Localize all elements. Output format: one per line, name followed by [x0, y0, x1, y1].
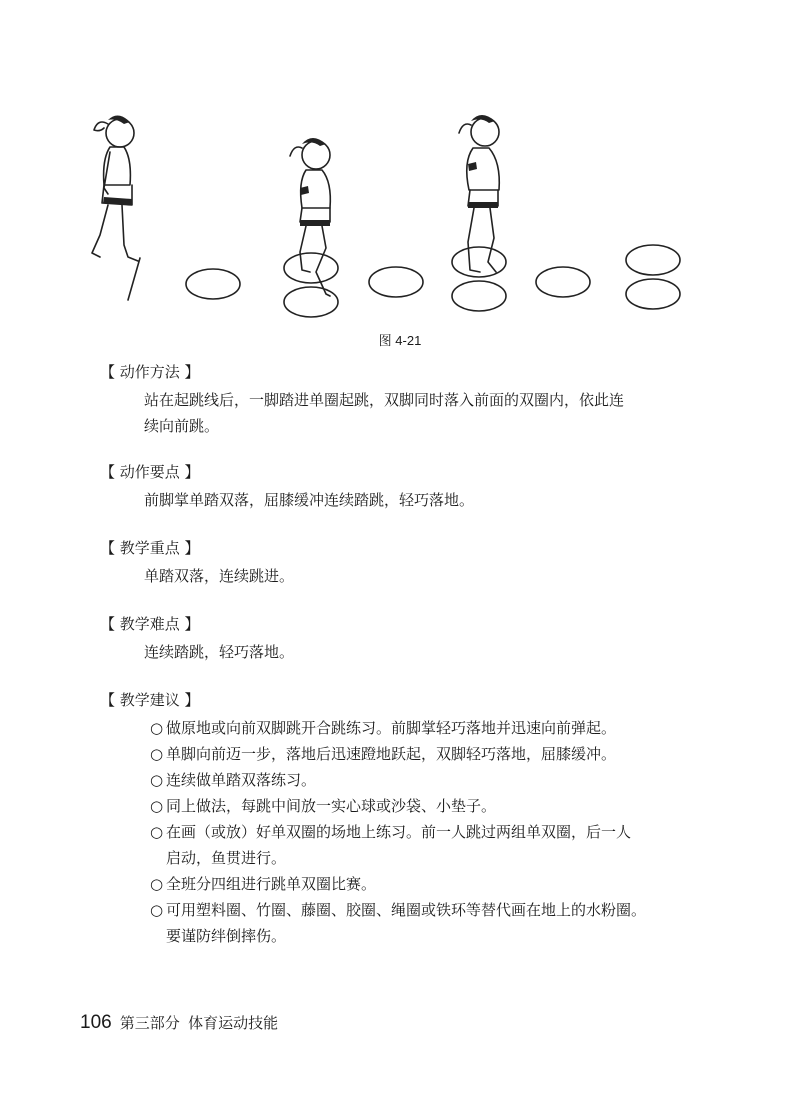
list-item: ○ 全班分四组进行跳单双圈比赛。 [150, 871, 704, 897]
section-key-points [100, 460, 704, 513]
double-ring-top [284, 253, 338, 283]
circle-bullet-icon: ○ [150, 771, 164, 789]
section-teaching-focus [100, 536, 704, 589]
section-heading: 【 教学建议 】 [100, 691, 200, 709]
section-method [100, 360, 704, 439]
section-heading: 【 动作要点 】 [100, 463, 200, 481]
single-ring [536, 267, 590, 297]
section-heading: 【 动作方法 】 [100, 363, 200, 381]
paragraph-line: 续向前跳。 [144, 417, 220, 435]
page-number: 106 [80, 1012, 112, 1033]
footer-part: 第三部分 [119, 1015, 180, 1032]
section-teaching-suggestions [100, 688, 704, 949]
circle-bullet-icon: ○ [150, 719, 164, 737]
section-heading: 【 教学重点 】 [100, 539, 200, 557]
footer-chapter: 体育运动技能 [188, 1015, 279, 1032]
figure-caption: 图 4-21 [378, 333, 422, 348]
double-ring-bottom [452, 281, 506, 311]
list-item: ○ 可用塑料圈、竹圈、藤圈、胶圈、绳圈或铁环等替代画在地上的水粉圈。 要谨防绊倒摔伤。 [150, 897, 704, 949]
circle-bullet-icon: ○ [150, 797, 164, 815]
section-body [104, 639, 704, 665]
paragraph-line: 前脚掌单踏双落，屈膝缓冲连续踏跳，轻巧落地。 [144, 491, 475, 509]
section-heading: 【 教学难点 】 [100, 615, 200, 633]
section-body [104, 487, 704, 513]
paragraph-line: 站在起跳线后，一脚踏进单圈起跳，双脚同时落入前面的双圈内，依此连 [144, 391, 625, 409]
list-item: ○ 做原地或向前双脚跳开合跳练习。前脚掌轻巧落地并迅速向前弹起。 [150, 715, 704, 741]
start-line [128, 258, 140, 300]
girl-jumping-rings-illustration [80, 100, 720, 330]
circle-bullet-icon: ○ [150, 901, 164, 919]
section-body [104, 563, 704, 589]
paragraph-line: 连续踏跳，轻巧落地。 [144, 643, 295, 661]
girl-figure-start [92, 115, 138, 261]
list-item: ○ 在画（或放）好单双圈的场地上练习。前一人跳过两组单双圈，后一人 启动，鱼贯进行。 [150, 819, 704, 871]
girl-figure-middle [290, 138, 330, 296]
circle-bullet-icon: ○ [150, 823, 164, 841]
single-ring [369, 267, 423, 297]
list-item: ○ 单脚向前迈一步，落地后迅速蹬地跃起，双脚轻巧落地，屈膝缓冲。 [150, 741, 704, 767]
circle-bullet-icon: ○ [150, 875, 164, 893]
list-item: ○ 同上做法，每跳中间放一实心球或沙袋、小垫子。 [150, 793, 704, 819]
section-teaching-difficulty [100, 612, 704, 665]
single-ring [186, 269, 240, 299]
double-ring-bottom [626, 279, 680, 309]
suggestion-list [104, 715, 704, 949]
circle-bullet-icon: ○ [150, 745, 164, 763]
paragraph-line: 单踏双落，连续跳进。 [144, 567, 295, 585]
list-item: ○ 连续做单踏双落练习。 [150, 767, 704, 793]
section-body [104, 387, 704, 439]
double-ring-bottom [284, 287, 338, 317]
page-footer [80, 1012, 278, 1034]
double-ring-top [626, 245, 680, 275]
